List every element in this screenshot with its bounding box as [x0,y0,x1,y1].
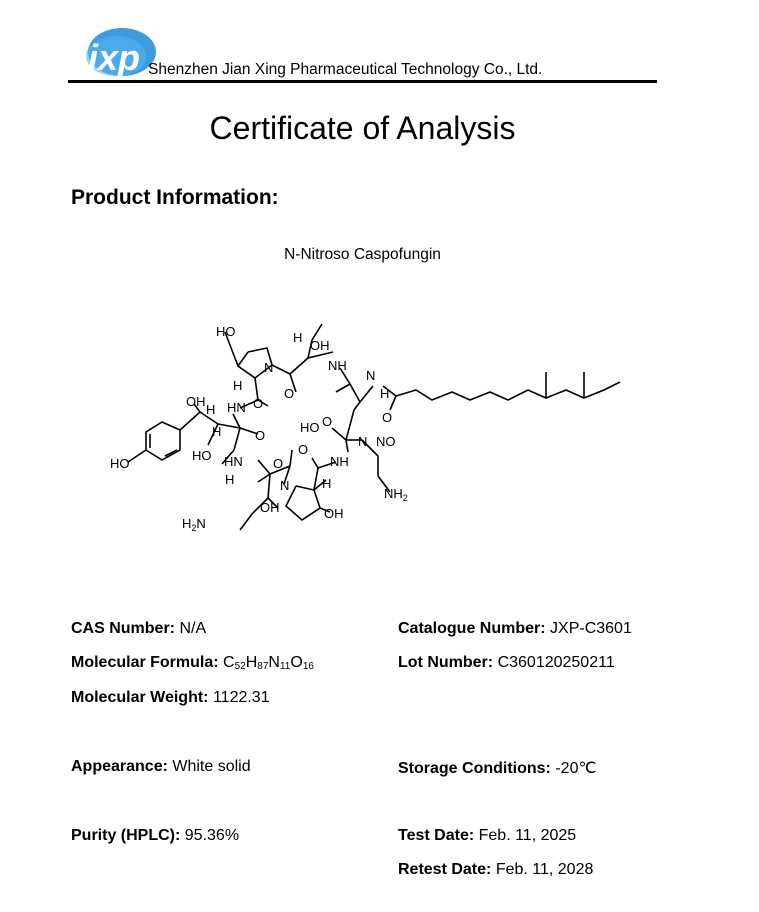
svg-text:HO: HO [216,324,236,339]
retest-date-value: Feb. 11, 2028 [495,861,594,878]
test-date-label: Test Date: [398,827,475,844]
molecular-weight-label: Molecular Weight: [71,689,209,706]
section-title: Product Information: [71,186,279,209]
logo-text: jxp [88,37,141,78]
svg-text:NH: NH [330,454,349,469]
catalogue-number-field [398,620,632,638]
svg-text:N: N [358,434,368,449]
molecular-formula-field [71,654,314,672]
lot-number-label: Lot Number: [398,654,494,671]
chemical-structure [100,300,660,550]
document-header [68,26,657,84]
svg-text:O: O [382,410,393,425]
svg-text:H: H [322,476,332,491]
molecular-formula-value: $C_{52}H_{87}N_{11}O_{16}$ [223,654,314,672]
purity-label: Purity (HPLC): [71,827,181,844]
appearance-field [71,758,251,776]
lot-number-value: C360120250211 [497,654,615,671]
storage-conditions-value: -20℃ [555,760,597,777]
svg-text:H2N: $H_2N$ [182,516,206,533]
svg-text:NO: NO [376,434,396,449]
appearance-value: White solid [172,758,251,775]
svg-text:HO: HO [192,448,212,463]
svg-text:N: N [280,478,290,493]
svg-text:HO: HO [110,456,130,471]
company-logo [76,26,156,82]
catalogue-number-label: Catalogue Number: [398,620,546,637]
cas-number-field [71,620,206,638]
storage-conditions-label: Storage Conditions: [398,760,551,777]
svg-text:H: H [206,402,216,417]
svg-text:OH: OH [310,338,330,353]
molecular-weight-field [71,689,270,707]
svg-text:OH: OH [260,500,280,515]
retest-date-label: Retest Date: [398,861,492,878]
company-name: Shenzhen Jian Xing Pharmaceutical Technology Co., Ltd. [148,61,543,78]
storage-conditions-field [398,758,596,778]
cas-number-label: CAS Number: [71,620,176,637]
svg-text:O: O [273,456,284,471]
svg-text:H: H [293,330,303,345]
header-divider [68,80,657,83]
svg-text:N: N [366,368,376,383]
svg-text:H: H [380,386,390,401]
retest-date-field [398,861,593,879]
molecular-formula-label: Molecular Formula: [71,654,219,671]
purity-value: 95.36% [184,827,240,844]
svg-text:H: H [212,424,222,439]
svg-text:NH: NH [328,358,347,373]
cas-number-value: N/A [179,620,207,637]
molecular-weight-value: 1122.31 [212,689,270,706]
svg-text:O: O [255,428,266,443]
svg-text:HN: HN [227,400,246,415]
svg-text:H: H [233,378,243,393]
svg-text:NH2: $NH_2$ [384,486,408,503]
document-title: Certificate of Analysis [209,110,516,146]
svg-text:OH: OH [186,394,206,409]
product-name: N-Nitroso Caspofungin [284,246,441,263]
svg-text:O: O [298,442,309,457]
catalogue-number-value: JXP-C3601 [550,620,632,637]
svg-text:H: H [225,472,235,487]
appearance-label: Appearance: [71,758,168,775]
svg-text:OH: OH [324,506,344,521]
svg-text:N: N [264,360,274,375]
purity-field [71,827,239,845]
svg-text:HN: HN [224,454,243,469]
test-date-value: Feb. 11, 2025 [478,827,577,844]
svg-text:O: O [253,396,264,411]
test-date-field [398,827,576,845]
svg-text:O: O [322,414,333,429]
svg-text:O: O [284,386,295,401]
lot-number-field [398,654,615,672]
svg-text:HO: HO [300,420,320,435]
